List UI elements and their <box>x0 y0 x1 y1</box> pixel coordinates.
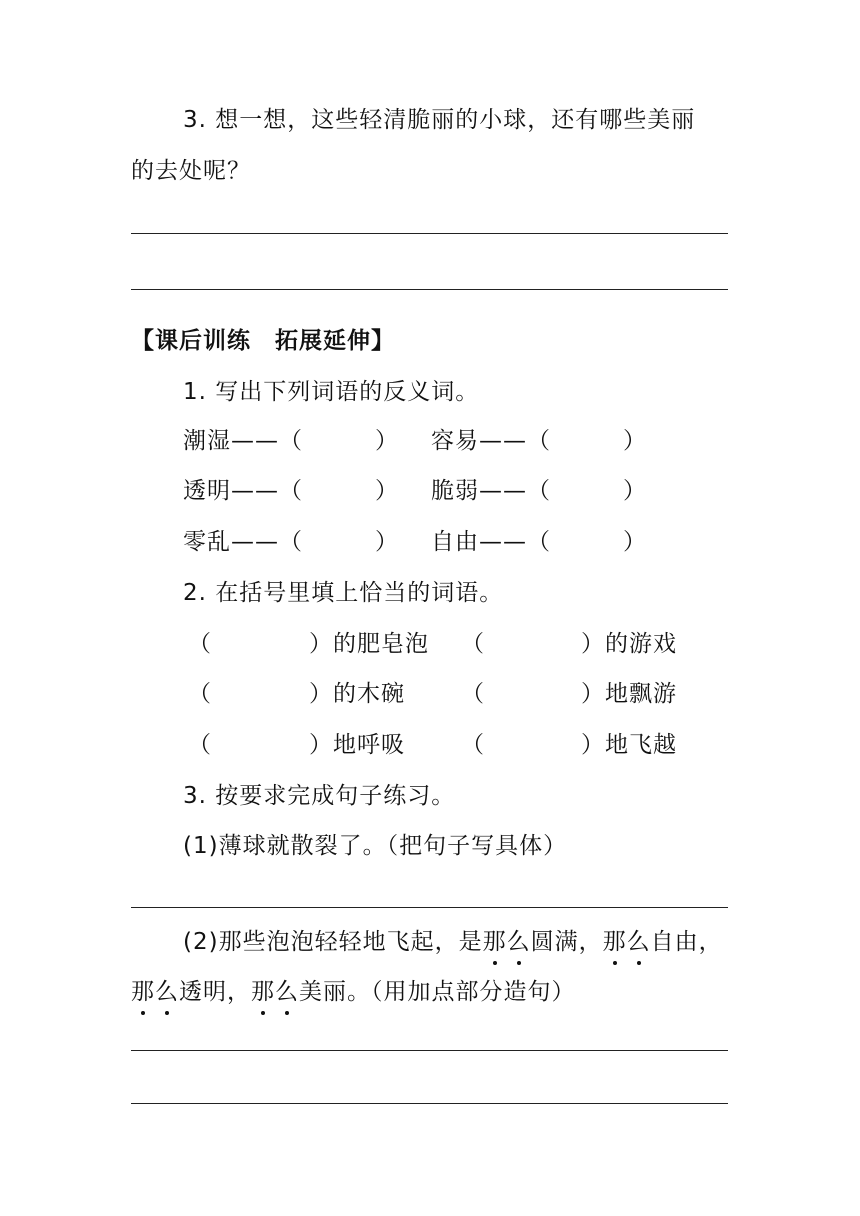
fill-bracket-open: （ <box>461 631 485 657</box>
answer-line[interactable] <box>131 1103 728 1104</box>
fill-bracket-close: ）地飘游 <box>581 681 677 707</box>
question-3-line2: 的去处呢？ <box>131 158 251 184</box>
fill-bracket-open: （ <box>188 681 212 707</box>
dotted-char: 那 <box>251 976 275 1008</box>
antonym-item: 容易——（ ） <box>431 428 647 454</box>
answer-line[interactable] <box>131 289 728 290</box>
fill-bracket-close: ）的游戏 <box>581 631 677 657</box>
antonym-item: 脆弱——（ ） <box>431 478 647 504</box>
fill-bracket-close: ）地飞越 <box>581 732 677 758</box>
dotted-char: 那 <box>131 976 155 1008</box>
answer-line[interactable] <box>131 233 728 234</box>
sentence-text: 自由， <box>650 929 723 955</box>
fill-bracket-close: ）的肥皂泡 <box>309 631 429 657</box>
dotted-char: 那 <box>483 926 507 958</box>
section-title: 【课后训练 拓展延伸】 <box>131 328 395 354</box>
sentence-sub2-line1 <box>183 926 723 958</box>
dotted-char: 那 <box>603 926 627 958</box>
dotted-char: 么 <box>155 976 179 1008</box>
sentence-sub1: (1)薄球就散裂了。（把句子写具体） <box>183 833 568 859</box>
fill-bracket-open: （ <box>461 732 485 758</box>
sentence-text: (2)那些泡泡轻轻地飞起，是 <box>183 929 483 955</box>
sentence-sub2-line2 <box>131 976 576 1008</box>
fill-bracket-open: （ <box>461 681 485 707</box>
fill-bracket-close: ）地呼吸 <box>309 732 405 758</box>
antonyms-question: 1. 写出下列词语的反义词。 <box>183 379 480 405</box>
antonym-item: 透明——（ ） <box>183 478 399 504</box>
antonym-item: 潮湿——（ ） <box>183 428 399 454</box>
sentence-text: 透明， <box>179 979 251 1005</box>
fill-bracket-close: ）的木碗 <box>309 681 405 707</box>
question-3-line1: 3. 想一想，这些轻清脆丽的小球，还有哪些美丽 <box>183 107 696 133</box>
answer-line[interactable] <box>131 1050 728 1051</box>
antonym-item: 自由——（ ） <box>431 529 647 555</box>
sentence-text: 美丽。（用加点部分造句） <box>299 979 576 1005</box>
fill-bracket-open: （ <box>188 631 212 657</box>
dotted-char: 么 <box>507 926 531 958</box>
antonym-item: 零乱——（ ） <box>183 529 399 555</box>
fill-bracket-open: （ <box>188 732 212 758</box>
dotted-char: 么 <box>275 976 299 1008</box>
fill-words-question: 2. 在括号里填上恰当的词语。 <box>183 580 504 606</box>
sentences-question: 3. 按要求完成句子练习。 <box>183 783 456 809</box>
answer-line[interactable] <box>131 907 728 908</box>
dotted-char: 么 <box>627 926 651 958</box>
sentence-text: 圆满， <box>530 929 603 955</box>
